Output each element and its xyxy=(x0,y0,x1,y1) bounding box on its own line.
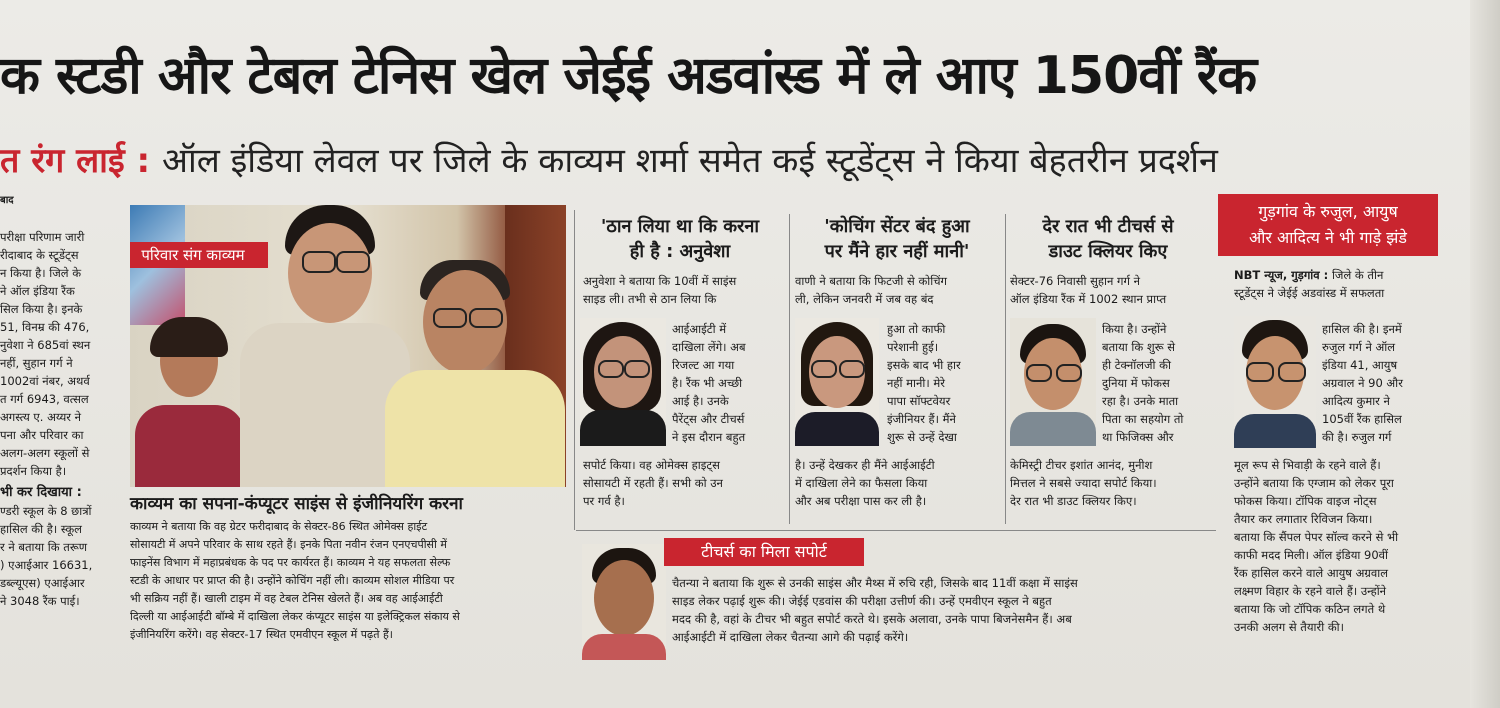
text-line: की है। रुजुल गर्ग xyxy=(1322,430,1392,444)
text-line: वाणी ने बताया कि फिटजी से कोचिंग xyxy=(795,274,948,288)
text-line: पैरेंट्स और टीचर्स xyxy=(672,412,745,426)
kavyam-body xyxy=(130,518,566,668)
text-line: देर रात भी डाउट क्लियर किए। xyxy=(1010,494,1137,508)
dateline: बाद xyxy=(0,195,14,206)
text-line: न किया है। जिले के xyxy=(0,266,82,280)
text-line: उन्होंने बताया कि एग्जाम को लेकर पूरा xyxy=(1234,476,1394,490)
text-line: है। उन्हें देखकर ही मैंने आईआईटी xyxy=(795,458,935,472)
text-line: त गर्ग 6943, वत्सल xyxy=(0,392,89,406)
text-line: बताया कि सैंपल पेपर सॉल्व करने से भी xyxy=(1234,530,1399,544)
text-line: सोसायटी में रहती हैं। सभी को उन xyxy=(583,476,723,490)
gurgaon-heading-line-1: गुड़गांव के रुजुल, आयुष xyxy=(1258,202,1398,221)
left-column-body-2 xyxy=(0,502,112,610)
family-photo xyxy=(130,205,566,487)
text-line: शुरू से उन्हें देखा xyxy=(887,430,957,444)
text-line: नुवेशा ने 685वां स्थन xyxy=(0,338,91,352)
text-line: 105वीं रैंक हासिल xyxy=(1322,412,1402,426)
suhan-heading-line-2: डाउट क्लियर किए xyxy=(1048,241,1168,262)
gurgaon-heading xyxy=(1218,194,1438,256)
text-line: सपोर्ट किया। वह ओमेक्स हाइट्स xyxy=(583,458,720,472)
text-line: सिल किया है। इनके xyxy=(0,302,83,316)
text-line: मदद की है, वहां के टीचर भी बहुत सपोर्ट करते थे। इसके अलावा, उनके पापा बिजनेसमैन हैं। अब xyxy=(672,612,1072,626)
gurgaon-bottom-text xyxy=(1234,456,1444,656)
text-line: ली, लेकिन जनवरी में जब वह बंद xyxy=(795,292,934,306)
chaitanya-label: टीचर्स का मिला सपोर्ट xyxy=(664,538,864,566)
text-line: इसके बाद भी हार xyxy=(887,358,961,372)
text-line: लक्ष्मण विहार के रहने वाले हैं। उन्होंने xyxy=(1234,584,1387,598)
text-line: केमिस्ट्री टीचर इशांत आनंद, मुनीश xyxy=(1010,458,1153,472)
vani-heading xyxy=(792,214,1002,264)
subheadline-text: ऑल इंडिया लेवल पर जिले के काव्यम शर्मा समेत कई स्टूडेंट्स ने किया बेहतरीन प्रदर्शन xyxy=(161,141,1218,181)
left-column-body xyxy=(0,228,112,480)
text-line: है। रैंक भी अच्छी xyxy=(672,376,743,390)
text-line: था फिजिक्स और xyxy=(1102,430,1174,444)
suhan-photo xyxy=(1010,318,1096,446)
text-line: अलग-अलग स्कूलों से xyxy=(0,446,90,460)
text-line: 1002वां नंबर, अथर्व xyxy=(0,374,90,388)
text-line: ण्डरी स्कूल के 8 छात्रों xyxy=(0,504,92,518)
text-line: डब्ल्यूएस) एआईआर xyxy=(0,576,85,590)
text-line: हुआ तो काफी xyxy=(887,322,946,336)
text-line: रिजल्ट आ गया xyxy=(672,358,735,372)
text-line: फोकस किया। टॉपिक वाइज नोट्स xyxy=(1234,494,1377,508)
text-line: इंजीनियरिंग करेंगे। वह सेक्टर-17 स्थित एमवीएन स्कूल में पढ़ते हैं। xyxy=(130,628,393,641)
gurgaon-photo xyxy=(1234,316,1316,448)
suhan-heading xyxy=(1008,214,1208,264)
text-line: रुजुल गर्ग ने ऑल xyxy=(1322,340,1396,354)
text-line: ऑल इंडिया रैंक में 1002 स्थान प्राप्त xyxy=(1010,292,1167,306)
anuvesha-intro xyxy=(583,272,783,312)
text-line: पिता का सहयोग तो xyxy=(1102,412,1184,426)
text-line: सेक्टर-76 निवासी सुहान गर्ग ने xyxy=(1010,274,1141,288)
subheadline xyxy=(0,136,1218,182)
anuvesha-bottom-text xyxy=(583,456,783,516)
kavyam-heading: काव्यम का सपना-कंप्यूटर साइंस से इंजीनियरिंग करना xyxy=(130,494,463,514)
chaitanya-body xyxy=(672,574,1217,664)
text-line: सोसायटी में अपने परिवार के साथ रहते हैं। इनके पिता नवीन रंजन एनएचपीसी में xyxy=(130,538,447,551)
text-line: दुनिया में फोकस xyxy=(1102,376,1170,390)
text-line: ) एआईआर 16631, xyxy=(0,558,93,572)
suhan-heading-line-1: देर रात भी टीचर्स से xyxy=(1042,216,1174,237)
text-line: चैतन्या ने बताया कि शुरू से उनकी साइंस और मैथ्स में रुचि रही, जिसके बाद 11वीं कक्षा में साइंस xyxy=(672,576,1078,590)
text-line: हासिल की है। इनमें xyxy=(1322,322,1402,336)
column-divider xyxy=(789,214,790,524)
gurgaon-side-text xyxy=(1322,320,1440,450)
suhan-side-text xyxy=(1102,320,1214,450)
vani-photo xyxy=(795,318,879,446)
text-line: काफी मदद मिली। ऑल इंडिया 90वीं xyxy=(1234,548,1389,562)
text-line: नहीं मानी। मेरे xyxy=(887,376,945,390)
vani-intro xyxy=(795,272,1005,312)
text-line: पापा सॉफ्टवेयर xyxy=(887,394,951,408)
text-line: रैंक हासिल करने वाले आयुष अग्रवाल xyxy=(1234,566,1389,580)
vani-side-text xyxy=(887,320,1002,450)
text-line: आदित्य कुमार ने xyxy=(1322,394,1390,408)
vani-bottom-text xyxy=(795,456,1005,516)
text-line: पर गर्व है। xyxy=(583,494,625,508)
vani-heading-line-2: पर मैंने हार नहीं मानी' xyxy=(824,241,970,262)
text-line: फाइनेंस विभाग में महाप्रबंधक के पद पर कार्यरत हैं। काव्यम ने यह सफलता सेल्फ xyxy=(130,556,451,569)
text-line: किया है। उन्होंने xyxy=(1102,322,1167,336)
text-line: मूल रूप से भिवाड़ी के रहने वाले हैं। xyxy=(1234,458,1381,472)
gurgaon-heading-line-2: और आदित्य ने भी गाड़े झंडे xyxy=(1249,228,1407,247)
text-line: आईआईटी में xyxy=(672,322,727,336)
text-line: काव्यम ने बताया कि वह ग्रेटर फरीदाबाद के सेक्टर-86 स्थित ओमेक्स हाईट xyxy=(130,520,428,533)
text-line: तैयार कर लगातार रिविजन किया। xyxy=(1234,512,1373,526)
suhan-bottom-text xyxy=(1010,456,1215,516)
anuvesha-side-text xyxy=(672,320,784,450)
suhan-intro xyxy=(1010,272,1215,312)
gurgaon-intro xyxy=(1234,266,1442,306)
text-line: और अब परीक्षा पास कर ली है। xyxy=(795,494,927,508)
text-line: बताया कि जो टॉपिक कठिन लगते थे xyxy=(1234,602,1386,616)
subheadline-red: त रंग लाई : xyxy=(0,141,151,181)
text-line: आई है। उनके xyxy=(672,394,729,408)
text-line: रीदाबाद के स्टूडेंट्स xyxy=(0,248,79,262)
text-line: इंडिया 41, आयुष xyxy=(1322,358,1398,372)
text-line: रहा है। उनके माता xyxy=(1102,394,1179,408)
mother-figure xyxy=(135,325,245,487)
gurgaon-line: स्टूडेंट्स ने जेईई अडवांस्ड में सफलता xyxy=(1234,286,1385,300)
text-line: ने इस दौरान बहुत xyxy=(672,430,746,444)
text-line: अग्रवाल ने 90 और xyxy=(1322,376,1403,390)
text-line: आईआईटी में दाखिला लेकर चैतन्या आगे की पढ़ाई करेंगे। xyxy=(672,630,909,644)
text-line: पना और परिवार का xyxy=(0,428,84,442)
text-line: प्रदर्शन किया है। xyxy=(0,464,67,478)
text-line: अगस्त्य ए. अय्यर ने xyxy=(0,410,82,424)
text-line: हासिल की है। स्कूल xyxy=(0,522,82,536)
text-line: ही टेक्नॉलजी की xyxy=(1102,358,1171,372)
headline: क स्टडी और टेबल टेनिस खेल जेईई अडवांस्ड में ले आए 150वीं रैंक xyxy=(0,46,1257,106)
text-line: मित्तल ने सबसे ज्यादा सपोर्ट किया। xyxy=(1010,476,1157,490)
anuvesha-heading-line-1: 'ठान लिया था कि करना xyxy=(600,216,760,237)
text-line: 51, विनम्र की 476, xyxy=(0,320,90,334)
text-line: परेशानी हुई। xyxy=(887,340,939,354)
text-line: बताया कि शुरू से xyxy=(1102,340,1176,354)
text-line: अनुवेशा ने बताया कि 10वीं में साइंस xyxy=(583,274,737,288)
gurgaon-line: जिले के तीन xyxy=(1331,268,1384,282)
text-line: उनकी अलग से तैयारी की। xyxy=(1234,620,1345,634)
anuvesha-heading xyxy=(580,214,780,264)
text-line: दिल्ली या आईआईटी बॉम्बे में दाखिला लेकर कंप्यूटर साइंस या इलेक्ट्रिकल संकाय से xyxy=(130,610,460,623)
column-divider xyxy=(574,210,575,530)
chaitanya-photo xyxy=(582,544,666,660)
page-edge xyxy=(1470,0,1500,708)
text-line: स्टडी के आधार पर प्राप्त की है। उन्होंने कोचिंग नहीं ली। काव्यम सोशल मीडिया पर xyxy=(130,574,455,587)
anuvesha-heading-line-2: ही है : अनुवेशा xyxy=(629,241,731,262)
text-line: साइड लेकर पढ़ाई शुरू की। जेईई एडवांस की परीक्षा उत्तीर्ण की। उन्हें एमवीएन स्कूल ने बहुत xyxy=(672,594,1052,608)
text-line: साइड ली। तभी से ठान लिया कि xyxy=(583,292,717,306)
vani-heading-line-1: 'कोचिंग सेंटर बंद हुआ xyxy=(824,216,970,237)
text-line: ने ऑल इंडिया रैंक xyxy=(0,284,75,298)
father-figure xyxy=(385,260,565,487)
left-column xyxy=(0,192,112,662)
text-line: इंजीनियर हैं। मैंने xyxy=(887,412,956,426)
text-line: परीक्षा परिणाम जारी xyxy=(0,230,85,244)
column-divider xyxy=(1005,214,1006,524)
text-line: ने 3048 रैंक पाई। xyxy=(0,594,80,608)
text-line: नहीं, सुहान गर्ग ने xyxy=(0,356,73,370)
text-line: दाखिला लेंगे। अब xyxy=(672,340,746,354)
anuvesha-photo xyxy=(580,318,666,446)
gurgaon-byline: NBT न्यूज, गुड़गांव : xyxy=(1234,268,1329,282)
family-photo-label: परिवार संग काव्यम xyxy=(130,242,268,268)
text-line: भी सक्रिय नहीं हैं। खाली टाइम में वह टेबल टेनिस खेलते हैं। अब वह आईआईटी xyxy=(130,592,443,605)
text-line: में दाखिला लेने का फैसला किया xyxy=(795,476,928,490)
section-divider xyxy=(576,530,1216,531)
left-column-subhead: भी कर दिखाया : xyxy=(0,485,82,500)
text-line: र ने बताया कि तरूण xyxy=(0,540,88,554)
